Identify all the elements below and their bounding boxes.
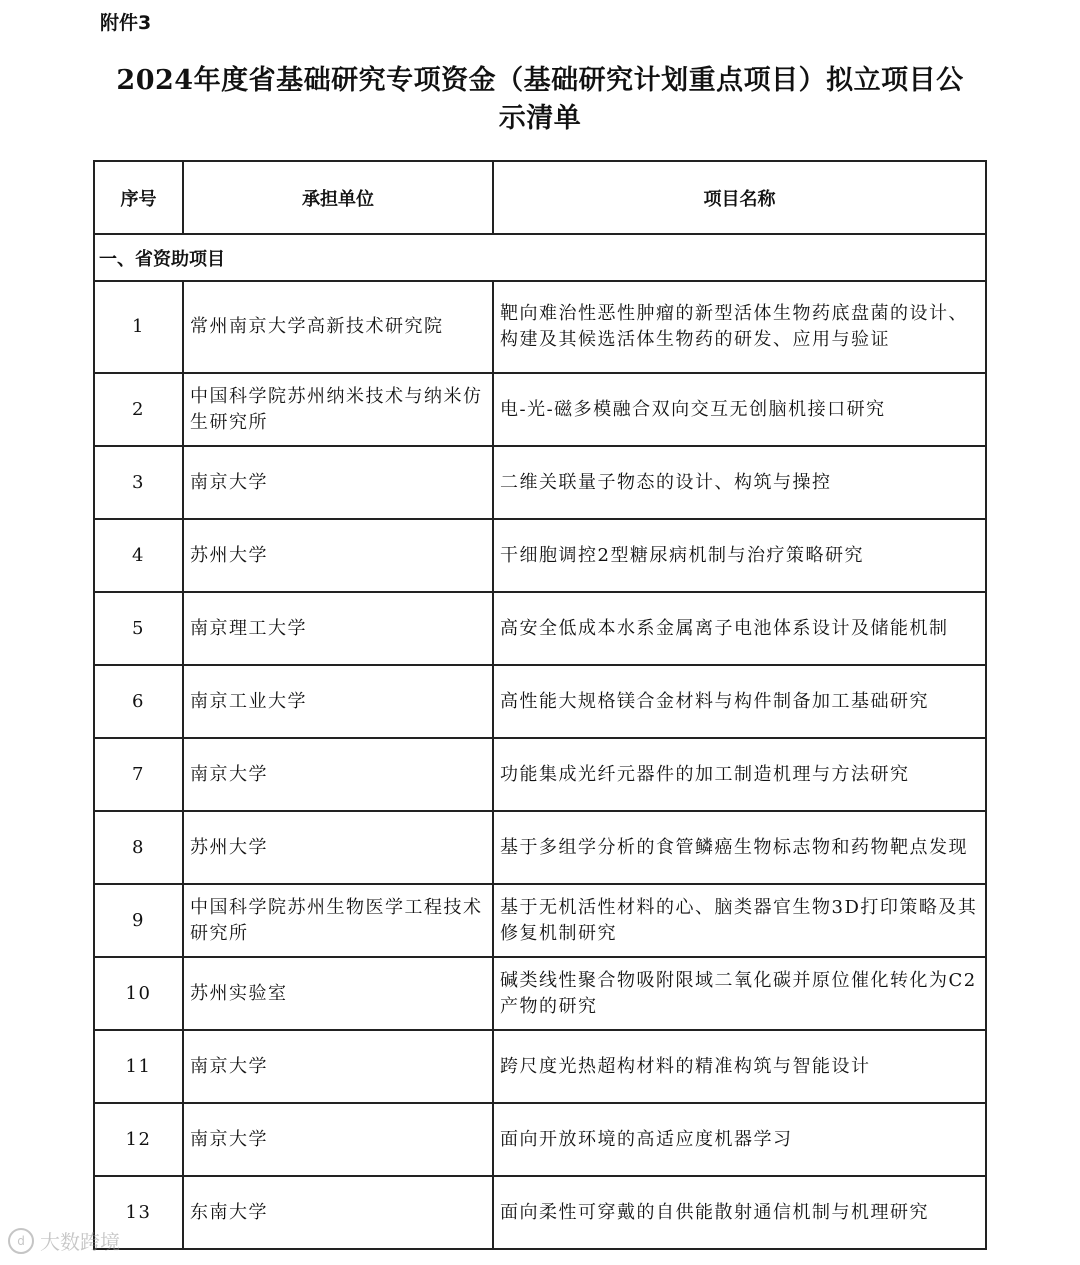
row-project-name: 电-光-磁多模融合双向交互无创脑机接口研究 <box>493 373 986 446</box>
row-num: 7 <box>94 738 183 811</box>
table-header-row <box>94 161 986 234</box>
watermark-logo-icon: d <box>8 1228 34 1254</box>
watermark-text: 大数跨境 <box>40 1230 120 1254</box>
row-unit: 南京工业大学 <box>183 665 493 738</box>
row-project-name: 靶向难治性恶性肿瘤的新型活体生物药底盘菌的设计、构建及其候选活体生物药的研发、应用与验证 <box>493 281 986 373</box>
row-num: 1 <box>94 281 183 373</box>
table-row <box>94 1103 986 1176</box>
row-num: 5 <box>94 592 183 665</box>
header-unit: 承担单位 <box>183 161 493 234</box>
section-row <box>94 234 986 281</box>
row-project-name: 功能集成光纤元器件的加工制造机理与方法研究 <box>493 738 986 811</box>
row-project-name: 面向柔性可穿戴的自供能散射通信机制与机理研究 <box>493 1176 986 1249</box>
row-unit: 南京理工大学 <box>183 592 493 665</box>
row-num: 13 <box>94 1176 183 1249</box>
row-unit: 常州南京大学高新技术研究院 <box>183 281 493 373</box>
row-project-name: 高安全低成本水系金属离子电池体系设计及储能机制 <box>493 592 986 665</box>
row-unit: 南京大学 <box>183 738 493 811</box>
header-num: 序号 <box>94 161 183 234</box>
row-num: 12 <box>94 1103 183 1176</box>
row-project-name: 碱类线性聚合物吸附限域二氧化碳并原位催化转化为C2产物的研究 <box>493 957 986 1030</box>
row-num: 4 <box>94 519 183 592</box>
row-num: 6 <box>94 665 183 738</box>
row-num: 9 <box>94 884 183 957</box>
row-unit: 南京大学 <box>183 446 493 519</box>
table-row <box>94 665 986 738</box>
row-num: 2 <box>94 373 183 446</box>
table-row <box>94 519 986 592</box>
row-project-name: 高性能大规格镁合金材料与构件制备加工基础研究 <box>493 665 986 738</box>
row-project-name: 二维关联量子物态的设计、构筑与操控 <box>493 446 986 519</box>
row-unit: 东南大学 <box>183 1176 493 1249</box>
row-project-name: 基于无机活性材料的心、脑类器官生物3D打印策略及其修复机制研究 <box>493 884 986 957</box>
table-row <box>94 1176 986 1249</box>
table-row <box>94 281 986 373</box>
table-row <box>94 811 986 884</box>
table-row <box>94 738 986 811</box>
row-unit: 南京大学 <box>183 1103 493 1176</box>
title-line-2: 示清单 <box>498 103 582 134</box>
table-row <box>94 592 986 665</box>
table-row <box>94 1030 986 1103</box>
row-num: 11 <box>94 1030 183 1103</box>
attachment-label: 附件3 <box>100 12 152 34</box>
row-unit: 苏州大学 <box>183 519 493 592</box>
row-unit: 中国科学院苏州生物医学工程技术研究所 <box>183 884 493 957</box>
row-project-name: 面向开放环境的高适应度机器学习 <box>493 1103 986 1176</box>
row-unit: 苏州大学 <box>183 811 493 884</box>
table-row <box>94 957 986 1030</box>
row-unit: 苏州实验室 <box>183 957 493 1030</box>
row-num: 3 <box>94 446 183 519</box>
header-name: 项目名称 <box>493 161 986 234</box>
project-table <box>93 160 987 1250</box>
page-title <box>80 62 1000 138</box>
row-num: 8 <box>94 811 183 884</box>
section-title: 一、省资助项目 <box>94 234 986 281</box>
title-line-1: 2024年度省基础研究专项资金（基础研究计划重点项目）拟立项目公 <box>116 65 964 96</box>
row-num: 10 <box>94 957 183 1030</box>
row-project-name: 基于多组学分析的食管鳞癌生物标志物和药物靶点发现 <box>493 811 986 884</box>
row-unit: 南京大学 <box>183 1030 493 1103</box>
row-project-name: 跨尺度光热超构材料的精准构筑与智能设计 <box>493 1030 986 1103</box>
row-unit: 中国科学院苏州纳米技术与纳米仿生研究所 <box>183 373 493 446</box>
table-row <box>94 373 986 446</box>
table-row <box>94 884 986 957</box>
table-row <box>94 446 986 519</box>
row-project-name: 干细胞调控2型糖尿病机制与治疗策略研究 <box>493 519 986 592</box>
watermark <box>8 1226 120 1255</box>
